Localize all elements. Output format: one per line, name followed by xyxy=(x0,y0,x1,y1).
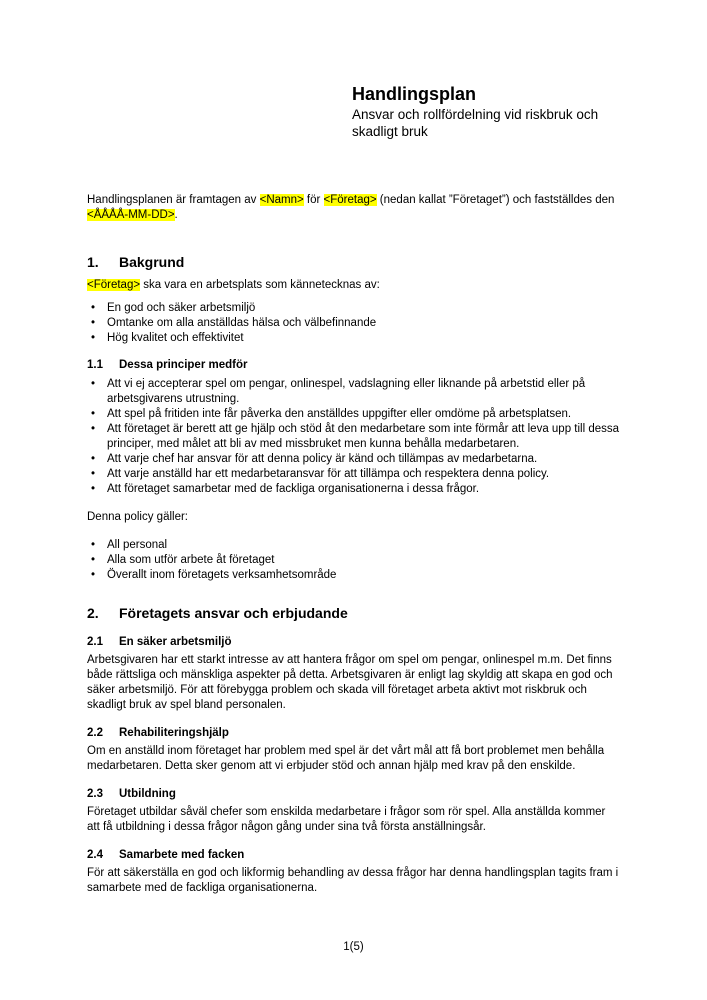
list-item: • Att vi ej accepterar spel om pengar, onlinespel, vadslagning eller liknande på arbetstid eller på arbetsgivarens utrustning. xyxy=(87,377,620,407)
placeholder-name: <Namn> xyxy=(259,194,304,206)
section-2-3-paragraph: Företaget utbildar såväl chefer som enskilda medarbetare i frågor som rör spel. Alla anställda kommer att få utbildning i dessa frågor någon gång under sina två första anställningsår. xyxy=(87,806,606,833)
placeholder-company: <Företag> xyxy=(323,194,377,206)
intro-text-3: (nedan kallat ”Företaget”) och fastställdes den xyxy=(376,194,615,206)
list-item: • Att varje anställd har ett medarbetaransvar för att tillämpa och respektera denna policy. xyxy=(87,467,620,482)
intro-text-1: Handlingsplanen är framtagen av xyxy=(87,194,260,206)
section-2-2-paragraph: Om en anställd inom företaget har problem med spel är det vårt mål att få bort problemet men behålla medarbetaren. Detta sker genom att vi erbjuder stöd och annan hjälp med krav på den enskilde. xyxy=(87,745,605,772)
document-title: Handlingsplan xyxy=(352,84,477,104)
intro-text-4: . xyxy=(174,209,178,221)
section-1-1-number: 1.1 xyxy=(87,359,103,371)
section-1-title: Bakgrund xyxy=(119,254,185,270)
section-2-2-number: 2.2 xyxy=(87,727,103,739)
page-footer xyxy=(0,941,707,953)
section-2-4-number: 2.4 xyxy=(87,849,103,861)
section-2-3-number: 2.3 xyxy=(87,788,103,800)
section-2-2-heading xyxy=(87,726,620,741)
list-item: • Alla som utför arbete åt företaget xyxy=(87,553,620,568)
section-2-1-heading xyxy=(87,635,620,650)
section-2-4-paragraph: För att säkerställa en god och likformig behandling av dessa frågor har denna handlingsplan tagits fram i samarbete med de fackliga organisationerna. xyxy=(87,867,619,894)
section-1-lead-text: ska vara en arbetsplats som kännetecknas av: xyxy=(140,279,380,291)
document-body xyxy=(87,193,620,896)
section-2-number: 2. xyxy=(87,605,99,621)
policy-applies-bullet-list xyxy=(87,538,620,583)
intro-paragraph xyxy=(87,193,620,223)
list-item: • Omtanke om alla anställdas hälsa och välbefinnande xyxy=(87,316,620,331)
section-2-1-number: 2.1 xyxy=(87,636,103,648)
document-subtitle: Ansvar och rollfördelning vid riskbruk och skadligt bruk xyxy=(352,107,599,139)
section-1-heading xyxy=(87,254,620,271)
section-1-number: 1. xyxy=(87,254,99,270)
section-2-3-title: Utbildning xyxy=(119,788,176,800)
section-2-3-heading xyxy=(87,787,620,802)
list-item: • Överallt inom företagets verksamhetsområde xyxy=(87,568,620,583)
section-2-heading xyxy=(87,605,620,622)
section-1-1-title: Dessa principer medför xyxy=(119,359,248,371)
section-2-4-title: Samarbete med facken xyxy=(119,849,245,861)
placeholder-company-2: <Företag> xyxy=(87,279,141,291)
list-item: • Att företaget är berett att ge hjälp och stöd åt den medarbetare som inte förmår att leva upp till dessa principer, med målet att bli av med missbruket men kunna behålla medarbetaren. xyxy=(87,422,620,452)
list-item: • Att spel på fritiden inte får påverka den anställdes uppgifter eller omdöme på arbetsplatsen. xyxy=(87,407,620,422)
section-1-1-bullet-list xyxy=(87,377,620,497)
list-item: • Att varje chef har ansvar för att denna policy är känd och tillämpas av medarbetarna. xyxy=(87,452,620,467)
policy-applies-lead: Denna policy gäller: xyxy=(87,511,189,523)
page-number: 1(5) xyxy=(343,941,364,953)
section-2-title: Företagets ansvar och erbjudande xyxy=(119,605,348,621)
list-item: • Hög kvalitet och effektivitet xyxy=(87,331,620,346)
section-2-1-title: En säker arbetsmiljö xyxy=(119,636,232,648)
intro-text-2: för xyxy=(303,194,324,206)
section-2-1-paragraph: Arbetsgivaren har ett starkt intresse av att hantera frågor om spel om pengar, onlinespel m.m. Det finns både rättsliga och mänskliga aspekter på detta. Arbetsgivaren är enligt lag skyldig att skapa en god och säker arbetsmiljö. För att förebygga problem och skada vill företaget arbeta aktivt mot riskbruk och skadligt bruk av spel bland personalen. xyxy=(87,654,613,711)
section-2-4-heading xyxy=(87,848,620,863)
section-2-2-title: Rehabiliteringshjälp xyxy=(119,727,229,739)
list-item: • All personal xyxy=(87,538,620,553)
section-1-1-heading xyxy=(87,358,620,373)
list-item: • En god och säker arbetsmiljö xyxy=(87,301,620,316)
section-1-bullet-list xyxy=(87,301,620,346)
section-1-lead xyxy=(87,278,620,293)
placeholder-date: <ÅÅÅÅ-MM-DD> xyxy=(87,209,175,221)
list-item: • Att företaget samarbetar med de fackliga organisationerna i dessa frågor. xyxy=(87,482,620,497)
document-header xyxy=(352,84,628,140)
